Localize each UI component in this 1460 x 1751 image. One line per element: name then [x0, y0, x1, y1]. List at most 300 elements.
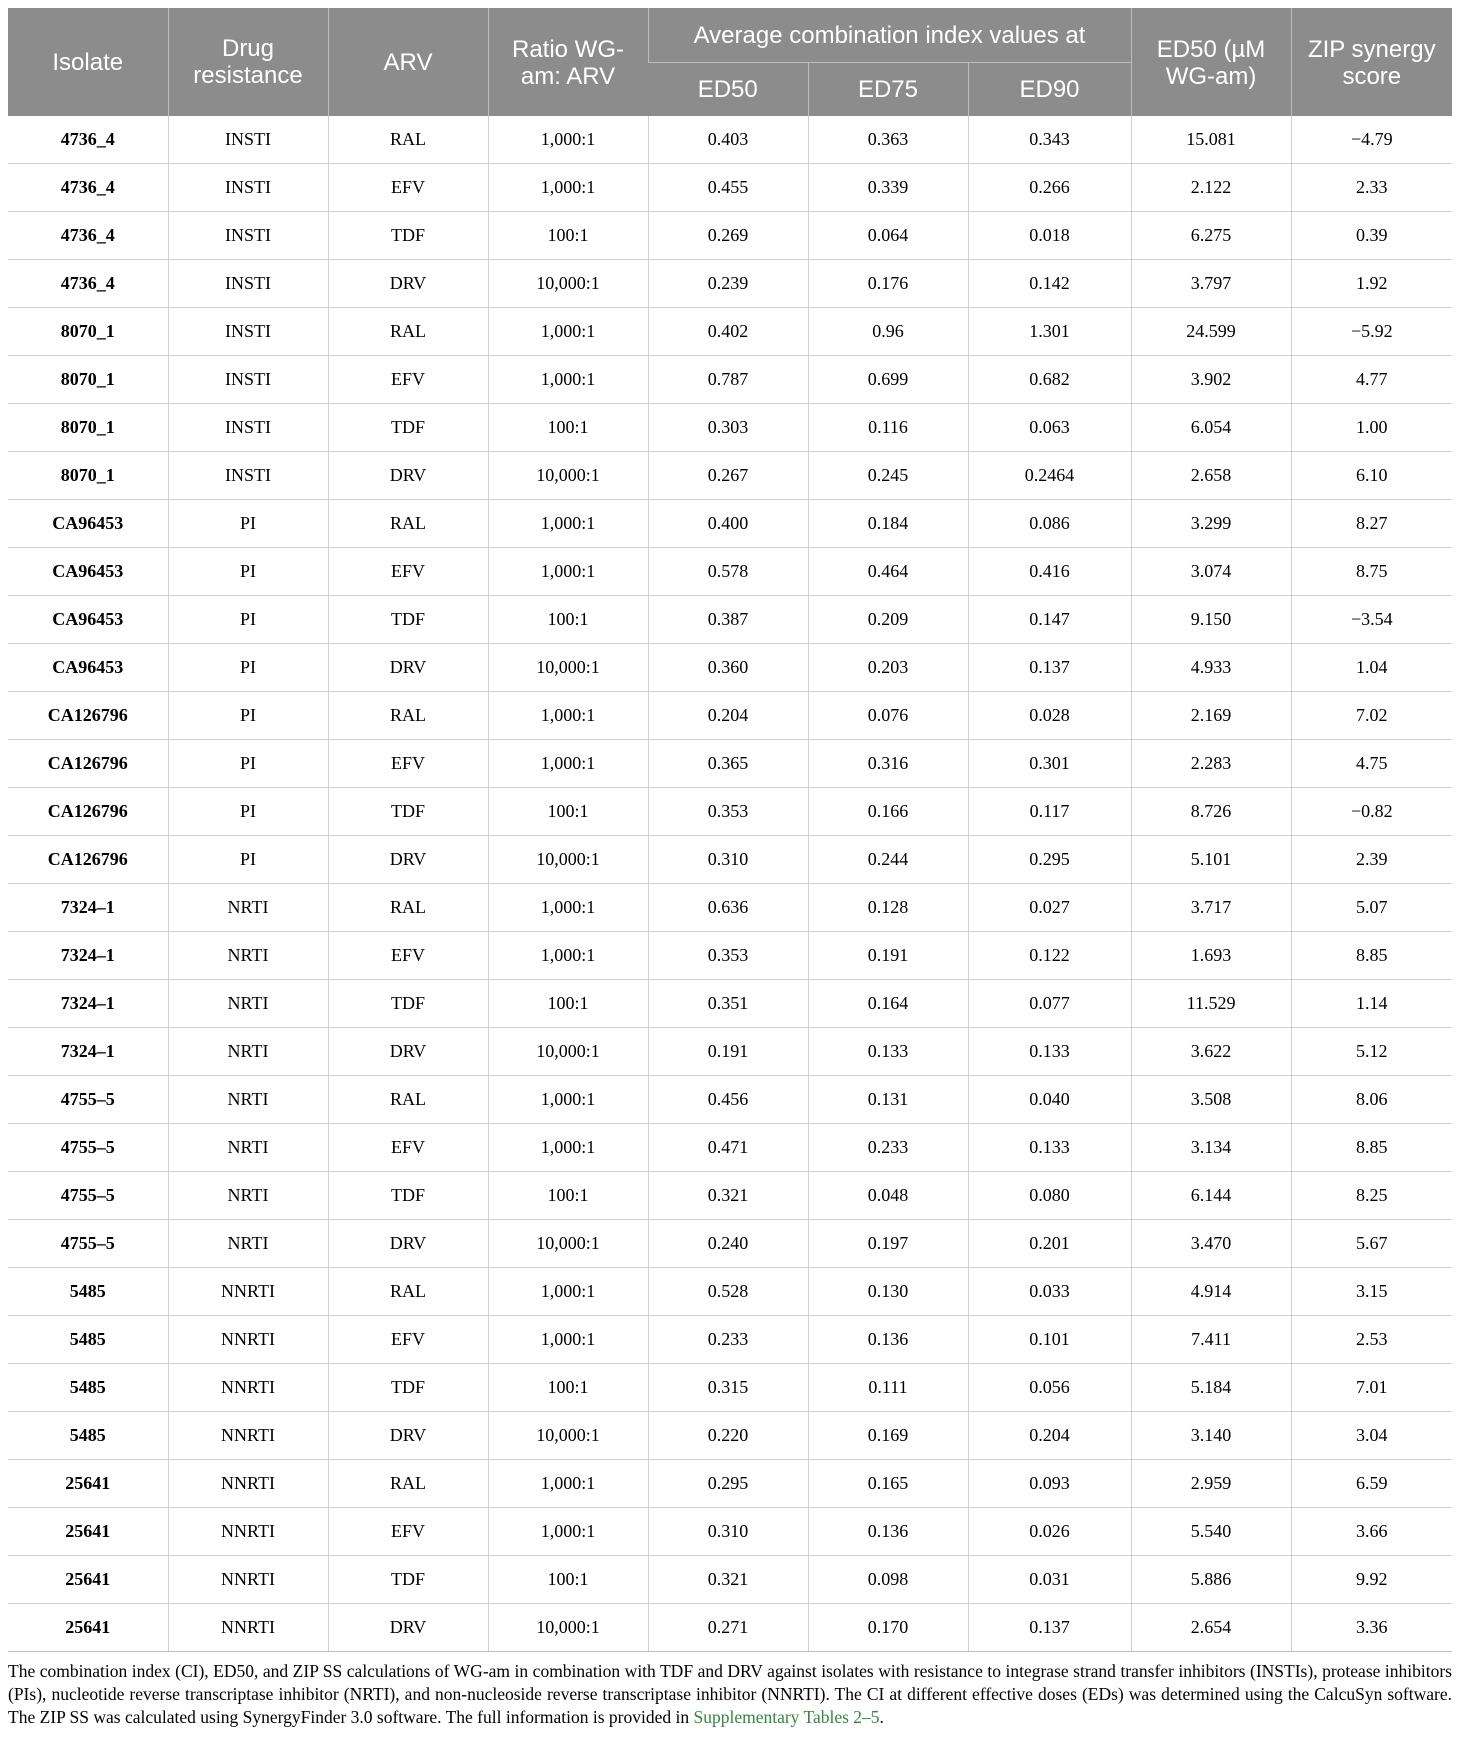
cell-zip-score: 8.85	[1291, 1124, 1452, 1172]
cell-ci-ed90: 0.063	[968, 404, 1131, 452]
cell-ci-ed75: 0.184	[808, 500, 968, 548]
cell-arv: TDF	[328, 212, 488, 260]
cell-ed50-um: 3.470	[1131, 1220, 1291, 1268]
cell-zip-score: 4.75	[1291, 740, 1452, 788]
cell-drug-resistance: NRTI	[168, 1124, 328, 1172]
cell-drug-resistance: PI	[168, 500, 328, 548]
cell-ed50-um: 3.299	[1131, 500, 1291, 548]
cell-ci-ed90: 0.295	[968, 836, 1131, 884]
cell-arv: EFV	[328, 932, 488, 980]
header-ed75: ED75	[808, 63, 968, 117]
cell-drug-resistance: NRTI	[168, 884, 328, 932]
table-row	[8, 1220, 1452, 1268]
cell-ci-ed75: 0.116	[808, 404, 968, 452]
cell-arv: EFV	[328, 1316, 488, 1364]
cell-ed50-um: 2.283	[1131, 740, 1291, 788]
cell-isolate: 7324–1	[8, 932, 168, 980]
cell-ed50-um: 1.693	[1131, 932, 1291, 980]
table-row	[8, 116, 1452, 164]
cell-isolate: 5485	[8, 1412, 168, 1460]
cell-ed50-um: 2.169	[1131, 692, 1291, 740]
table-container	[8, 8, 1452, 1652]
cell-ci-ed50: 0.321	[648, 1172, 808, 1220]
cell-ci-ed90: 0.117	[968, 788, 1131, 836]
cell-ci-ed75: 0.699	[808, 356, 968, 404]
cell-zip-score: 2.53	[1291, 1316, 1452, 1364]
cell-ci-ed90: 0.018	[968, 212, 1131, 260]
table-row	[8, 500, 1452, 548]
cell-ci-ed75: 0.136	[808, 1316, 968, 1364]
cell-ci-ed50: 0.471	[648, 1124, 808, 1172]
cell-drug-resistance: NNRTI	[168, 1508, 328, 1556]
cell-isolate: 4755–5	[8, 1172, 168, 1220]
cell-ci-ed75: 0.111	[808, 1364, 968, 1412]
cell-drug-resistance: INSTI	[168, 164, 328, 212]
header-zip-score: ZIP synergy score	[1291, 8, 1452, 116]
cell-ci-ed50: 0.636	[648, 884, 808, 932]
cell-ed50-um: 3.140	[1131, 1412, 1291, 1460]
cell-drug-resistance: PI	[168, 836, 328, 884]
table-row	[8, 1412, 1452, 1460]
cell-ed50-um: 7.411	[1131, 1316, 1291, 1364]
cell-drug-resistance: NRTI	[168, 980, 328, 1028]
cell-ed50-um: 2.959	[1131, 1460, 1291, 1508]
cell-ci-ed90: 0.266	[968, 164, 1131, 212]
cell-zip-score: 7.01	[1291, 1364, 1452, 1412]
cell-isolate: 25641	[8, 1460, 168, 1508]
cell-ratio: 1,000:1	[488, 740, 648, 788]
cell-ratio: 1,000:1	[488, 548, 648, 596]
table-body	[8, 116, 1452, 1652]
cell-isolate: 25641	[8, 1508, 168, 1556]
cell-zip-score: 2.33	[1291, 164, 1452, 212]
cell-arv: EFV	[328, 1508, 488, 1556]
table-row	[8, 1556, 1452, 1604]
cell-ci-ed90: 0.147	[968, 596, 1131, 644]
cell-ed50-um: 6.054	[1131, 404, 1291, 452]
cell-drug-resistance: PI	[168, 788, 328, 836]
table-row	[8, 740, 1452, 788]
caption-text: The combination index (CI), ED50, and ZIP SS calculations of WG-am in combination with TDF and DRV against isolates with resistance to integrase strand transfer inhibitors (INSTIs), protease inhibitors (PIs), nucleotide reverse transcriptase inhibitor (NRTI), and non-nucleoside reverse transcriptase inhibitor (NNRTI). The CI at different effective doses (EDs) was determined using the CalcuSyn software. The ZIP SS was calculated using SynergyFinder 3.0 software. The full information is provided in	[8, 1661, 1452, 1727]
cell-arv: DRV	[328, 260, 488, 308]
cell-ratio: 100:1	[488, 788, 648, 836]
header-drug-resistance: Drug resistance	[168, 8, 328, 116]
cell-ci-ed75: 0.203	[808, 644, 968, 692]
cell-ratio: 1,000:1	[488, 308, 648, 356]
cell-ci-ed90: 0.033	[968, 1268, 1131, 1316]
cell-isolate: 4736_4	[60, 129, 115, 149]
cell-ci-ed90: 0.040	[968, 1076, 1131, 1124]
cell-arv: RAL	[328, 116, 488, 164]
cell-zip-score: 8.25	[1291, 1172, 1452, 1220]
cell-drug-resistance: INSTI	[168, 308, 328, 356]
cell-ci-ed90: 0.204	[968, 1412, 1131, 1460]
table-row	[8, 404, 1452, 452]
cell-arv: RAL	[328, 1076, 488, 1124]
table-row	[8, 980, 1452, 1028]
cell-isolate: 7324–1	[8, 1028, 168, 1076]
cell-ed50-um: 4.933	[1131, 644, 1291, 692]
cell-zip-score: 8.75	[1291, 548, 1452, 596]
cell-zip-score: 1.92	[1291, 260, 1452, 308]
table-row	[8, 1124, 1452, 1172]
cell-ci-ed90: 0.343	[968, 116, 1131, 164]
cell-drug-resistance: NRTI	[168, 1028, 328, 1076]
cell-zip-score: 8.06	[1291, 1076, 1452, 1124]
table-row	[8, 1076, 1452, 1124]
cell-zip-score: 1.14	[1291, 980, 1452, 1028]
cell-zip-score: 1.04	[1291, 644, 1452, 692]
cell-isolate: CA96453	[8, 548, 168, 596]
cell-isolate: 4755–5	[8, 1220, 168, 1268]
cell-isolate: CA126796	[8, 692, 168, 740]
table-row	[8, 884, 1452, 932]
cell-ratio: 1,000:1	[488, 356, 648, 404]
cell-zip-score: 8.85	[1291, 932, 1452, 980]
cell-arv: EFV	[328, 356, 488, 404]
cell-ed50-um: 5.886	[1131, 1556, 1291, 1604]
cell-ratio: 1,000:1	[488, 500, 648, 548]
cell-ed50-um: 3.508	[1131, 1076, 1291, 1124]
cell-ci-ed90: 0.028	[968, 692, 1131, 740]
cell-ci-ed50: 0.353	[648, 788, 808, 836]
cell-isolate: 4736_4	[8, 260, 168, 308]
cell-ci-ed50: 0.578	[648, 548, 808, 596]
header-ed50: ED50	[648, 63, 808, 117]
cell-ci-ed90: 0.2464	[968, 452, 1131, 500]
cell-ratio: 1,000:1	[488, 1316, 648, 1364]
cell-isolate: CA126796	[8, 740, 168, 788]
cell-drug-resistance: INSTI	[168, 116, 328, 164]
cell-ci-ed50: 0.321	[648, 1556, 808, 1604]
cell-drug-resistance: NNRTI	[168, 1460, 328, 1508]
cell-zip-score: 5.67	[1291, 1220, 1452, 1268]
table-row	[8, 260, 1452, 308]
cell-ci-ed75: 0.316	[808, 740, 968, 788]
cell-arv: DRV	[328, 644, 488, 692]
cell-ci-ed90: 0.416	[968, 548, 1131, 596]
table-caption	[8, 1660, 1452, 1729]
cell-isolate: 25641	[8, 1604, 168, 1652]
cell-drug-resistance: NRTI	[168, 1076, 328, 1124]
cell-isolate: 4736_4	[8, 212, 168, 260]
cell-arv: EFV	[328, 164, 488, 212]
cell-isolate: CA96453	[8, 596, 168, 644]
cell-zip-score: 3.36	[1291, 1604, 1452, 1652]
cell-zip-score: 3.04	[1291, 1412, 1452, 1460]
cell-ratio: 1,000:1	[488, 1460, 648, 1508]
cell-drug-resistance: PI	[168, 548, 328, 596]
cell-ci-ed75: 0.464	[808, 548, 968, 596]
cell-drug-resistance: NRTI	[168, 1220, 328, 1268]
cell-ci-ed50: 0.220	[648, 1412, 808, 1460]
cell-ci-ed50: 0.295	[648, 1460, 808, 1508]
cell-ci-ed75: 0.96	[808, 308, 968, 356]
cell-arv: DRV	[328, 1028, 488, 1076]
cell-ci-ed90: 0.122	[968, 932, 1131, 980]
cell-ratio: 100:1	[488, 1556, 648, 1604]
cell-arv: RAL	[328, 500, 488, 548]
cell-ratio: 1,000:1	[488, 692, 648, 740]
cell-isolate: 8070_1	[8, 404, 168, 452]
cell-drug-resistance: PI	[168, 644, 328, 692]
cell-zip-score: 3.66	[1291, 1508, 1452, 1556]
cell-drug-resistance: PI	[168, 740, 328, 788]
cell-isolate: 25641	[8, 1556, 168, 1604]
cell-ed50-um: 5.184	[1131, 1364, 1291, 1412]
cell-arv: TDF	[328, 404, 488, 452]
cell-zip-score: −0.82	[1291, 788, 1452, 836]
cell-drug-resistance: INSTI	[168, 260, 328, 308]
cell-ratio: 1,000:1	[488, 1076, 648, 1124]
cell-isolate: CA96453	[8, 644, 168, 692]
header-arv: ARV	[328, 8, 488, 116]
cell-zip-score: 2.39	[1291, 836, 1452, 884]
cell-drug-resistance: PI	[168, 596, 328, 644]
cell-ci-ed90: 0.101	[968, 1316, 1131, 1364]
cell-drug-resistance: NRTI	[168, 1172, 328, 1220]
cell-ed50-um: 8.726	[1131, 788, 1291, 836]
cell-ci-ed50: 0.455	[648, 164, 808, 212]
table-row	[8, 644, 1452, 692]
cell-ci-ed75: 0.164	[808, 980, 968, 1028]
cell-ratio: 10,000:1	[488, 836, 648, 884]
cell-zip-score: 6.10	[1291, 452, 1452, 500]
table-row	[8, 692, 1452, 740]
cell-ci-ed90: 0.080	[968, 1172, 1131, 1220]
cell-arv: TDF	[328, 980, 488, 1028]
cell-drug-resistance: NNRTI	[168, 1604, 328, 1652]
cell-ed50-um: 2.122	[1131, 164, 1291, 212]
cell-ratio: 100:1	[488, 404, 648, 452]
cell-zip-score: 5.12	[1291, 1028, 1452, 1076]
cell-ci-ed75: 0.076	[808, 692, 968, 740]
cell-ci-ed90: 0.133	[968, 1028, 1131, 1076]
cell-arv: RAL	[328, 692, 488, 740]
cell-drug-resistance: INSTI	[168, 212, 328, 260]
cell-ed50-um: 3.717	[1131, 884, 1291, 932]
cell-isolate: 5485	[8, 1268, 168, 1316]
cell-ed50-um: 3.622	[1131, 1028, 1291, 1076]
cell-ed50-um: 24.599	[1131, 308, 1291, 356]
cell-isolate: 5485	[8, 1316, 168, 1364]
cell-isolate: 8070_1	[8, 308, 168, 356]
cell-arv: TDF	[328, 1364, 488, 1412]
cell-ci-ed50: 0.204	[648, 692, 808, 740]
cell-zip-score: −3.54	[1291, 596, 1452, 644]
cell-zip-score: 7.02	[1291, 692, 1452, 740]
table-row	[8, 452, 1452, 500]
table-row	[8, 932, 1452, 980]
cell-drug-resistance: INSTI	[168, 404, 328, 452]
cell-ci-ed50: 0.269	[648, 212, 808, 260]
cell-ci-ed50: 0.360	[648, 644, 808, 692]
cell-drug-resistance: NNRTI	[168, 1556, 328, 1604]
cell-ci-ed75: 0.209	[808, 596, 968, 644]
table-row	[8, 1028, 1452, 1076]
cell-ci-ed75: 0.130	[808, 1268, 968, 1316]
cell-arv: DRV	[328, 1604, 488, 1652]
table-row	[8, 596, 1452, 644]
cell-ratio: 10,000:1	[488, 1604, 648, 1652]
header-average-ci: Average combination index values at	[648, 8, 1131, 63]
table-row	[8, 356, 1452, 404]
cell-ci-ed50: 0.387	[648, 596, 808, 644]
cell-ci-ed75: 0.165	[808, 1460, 968, 1508]
cell-ci-ed50: 0.456	[648, 1076, 808, 1124]
cell-isolate: 5485	[8, 1364, 168, 1412]
cell-zip-score: 1.00	[1291, 404, 1452, 452]
cell-ci-ed75: 0.176	[808, 260, 968, 308]
cell-ci-ed90: 0.031	[968, 1556, 1131, 1604]
cell-ci-ed50: 0.315	[648, 1364, 808, 1412]
cell-ci-ed50: 0.402	[648, 308, 808, 356]
cell-isolate: 4736_4	[8, 164, 168, 212]
cell-ci-ed50: 0.267	[648, 452, 808, 500]
cell-ratio: 100:1	[488, 980, 648, 1028]
cell-ci-ed50: 0.239	[648, 260, 808, 308]
cell-ratio: 100:1	[488, 212, 648, 260]
cell-ratio: 10,000:1	[488, 1028, 648, 1076]
cell-ratio: 100:1	[488, 1172, 648, 1220]
cell-arv: DRV	[328, 452, 488, 500]
header-ed90: ED90	[968, 63, 1131, 117]
cell-ci-ed75: 0.363	[808, 116, 968, 164]
cell-ed50-um: 5.540	[1131, 1508, 1291, 1556]
cell-drug-resistance: INSTI	[168, 452, 328, 500]
table-row	[8, 1364, 1452, 1412]
cell-ci-ed75: 0.136	[808, 1508, 968, 1556]
cell-drug-resistance: NNRTI	[168, 1268, 328, 1316]
cell-ed50-um: 3.797	[1131, 260, 1291, 308]
cell-ci-ed50: 0.233	[648, 1316, 808, 1364]
cell-drug-resistance: NNRTI	[168, 1316, 328, 1364]
cell-arv: DRV	[328, 836, 488, 884]
cell-ed50-um: 6.275	[1131, 212, 1291, 260]
cell-ci-ed90: 1.301	[968, 308, 1131, 356]
cell-ratio: 10,000:1	[488, 644, 648, 692]
cell-isolate: 4755–5	[8, 1124, 168, 1172]
cell-zip-score: 4.77	[1291, 356, 1452, 404]
cell-ci-ed90: 0.201	[968, 1220, 1131, 1268]
cell-ci-ed75: 0.339	[808, 164, 968, 212]
cell-ed50-um: 2.658	[1131, 452, 1291, 500]
cell-ci-ed75: 0.048	[808, 1172, 968, 1220]
caption-end: .	[879, 1707, 884, 1727]
cell-isolate: CA126796	[8, 788, 168, 836]
cell-ratio: 1,000:1	[488, 164, 648, 212]
cell-ci-ed90: 0.056	[968, 1364, 1131, 1412]
header-ratio: Ratio WG-am: ARV	[488, 8, 648, 116]
cell-ci-ed50: 0.303	[648, 404, 808, 452]
cell-ci-ed90: 0.142	[968, 260, 1131, 308]
cell-ci-ed75: 0.064	[808, 212, 968, 260]
cell-ed50-um: 4.914	[1131, 1268, 1291, 1316]
cell-arv: TDF	[328, 596, 488, 644]
cell-zip-score: −5.92	[1291, 308, 1452, 356]
cell-ci-ed75: 0.170	[808, 1604, 968, 1652]
cell-zip-score: 5.07	[1291, 884, 1452, 932]
cell-drug-resistance: NNRTI	[168, 1412, 328, 1460]
cell-ci-ed90: 0.133	[968, 1124, 1131, 1172]
cell-ci-ed50: 0.271	[648, 1604, 808, 1652]
cell-ci-ed50: 0.351	[648, 980, 808, 1028]
table-row	[8, 1316, 1452, 1364]
cell-ci-ed75: 0.166	[808, 788, 968, 836]
cell-isolate: CA96453	[8, 500, 168, 548]
cell-ci-ed75: 0.131	[808, 1076, 968, 1124]
cell-arv: RAL	[328, 1460, 488, 1508]
cell-ratio: 100:1	[488, 1364, 648, 1412]
cell-arv: RAL	[328, 308, 488, 356]
cell-ci-ed50: 0.191	[648, 1028, 808, 1076]
cell-drug-resistance: NNRTI	[168, 1364, 328, 1412]
cell-ed50-um: 3.134	[1131, 1124, 1291, 1172]
cell-ci-ed75: 0.098	[808, 1556, 968, 1604]
cell-ci-ed90: 0.086	[968, 500, 1131, 548]
cell-ci-ed90: 0.027	[968, 884, 1131, 932]
cell-isolate: 7324–1	[8, 884, 168, 932]
cell-ci-ed50: 0.528	[648, 1268, 808, 1316]
cell-ratio: 1,000:1	[488, 884, 648, 932]
cell-ci-ed50: 0.310	[648, 1508, 808, 1556]
table-row	[8, 1508, 1452, 1556]
cell-ci-ed90: 0.093	[968, 1460, 1131, 1508]
cell-arv: EFV	[328, 740, 488, 788]
cell-isolate: 7324–1	[8, 980, 168, 1028]
cell-ci-ed75: 0.169	[808, 1412, 968, 1460]
cell-ed50-um: 3.074	[1131, 548, 1291, 596]
cell-ed50-um: 2.654	[1131, 1604, 1291, 1652]
cell-ratio: 10,000:1	[488, 1412, 648, 1460]
cell-arv: RAL	[328, 884, 488, 932]
cell-ci-ed50: 0.400	[648, 500, 808, 548]
cell-ci-ed50: 0.365	[648, 740, 808, 788]
cell-ratio: 100:1	[488, 596, 648, 644]
cell-ratio: 10,000:1	[488, 260, 648, 308]
cell-ci-ed75: 0.233	[808, 1124, 968, 1172]
cell-ci-ed75: 0.244	[808, 836, 968, 884]
cell-zip-score: 9.92	[1291, 1556, 1452, 1604]
cell-ci-ed90: 0.682	[968, 356, 1131, 404]
cell-ci-ed50: 0.787	[648, 356, 808, 404]
results-table	[8, 8, 1452, 1652]
cell-ed50-um: 11.529	[1131, 980, 1291, 1028]
cell-ed50-um: 9.150	[1131, 596, 1291, 644]
cell-ci-ed75: 0.191	[808, 932, 968, 980]
cell-ci-ed90: 0.026	[968, 1508, 1131, 1556]
cell-ratio: 1,000:1	[488, 932, 648, 980]
table-row	[8, 1268, 1452, 1316]
cell-ci-ed50: 0.240	[648, 1220, 808, 1268]
table-row	[8, 308, 1452, 356]
cell-isolate: 8070_1	[8, 452, 168, 500]
header-ed50-um: ED50 (µM WG-am)	[1131, 8, 1291, 116]
cell-ci-ed75: 0.133	[808, 1028, 968, 1076]
cell-ci-ed90: 0.137	[968, 1604, 1131, 1652]
supplementary-tables-link[interactable]: Supplementary Tables 2–5	[693, 1707, 880, 1727]
cell-ratio: 1,000:1	[488, 116, 648, 164]
cell-zip-score: 3.15	[1291, 1268, 1452, 1316]
cell-ci-ed75: 0.197	[808, 1220, 968, 1268]
cell-ed50-um: 6.144	[1131, 1172, 1291, 1220]
cell-ratio: 10,000:1	[488, 452, 648, 500]
table-row	[8, 1172, 1452, 1220]
cell-arv: EFV	[328, 548, 488, 596]
table-row	[8, 212, 1452, 260]
table-row	[8, 548, 1452, 596]
cell-arv: TDF	[328, 1556, 488, 1604]
